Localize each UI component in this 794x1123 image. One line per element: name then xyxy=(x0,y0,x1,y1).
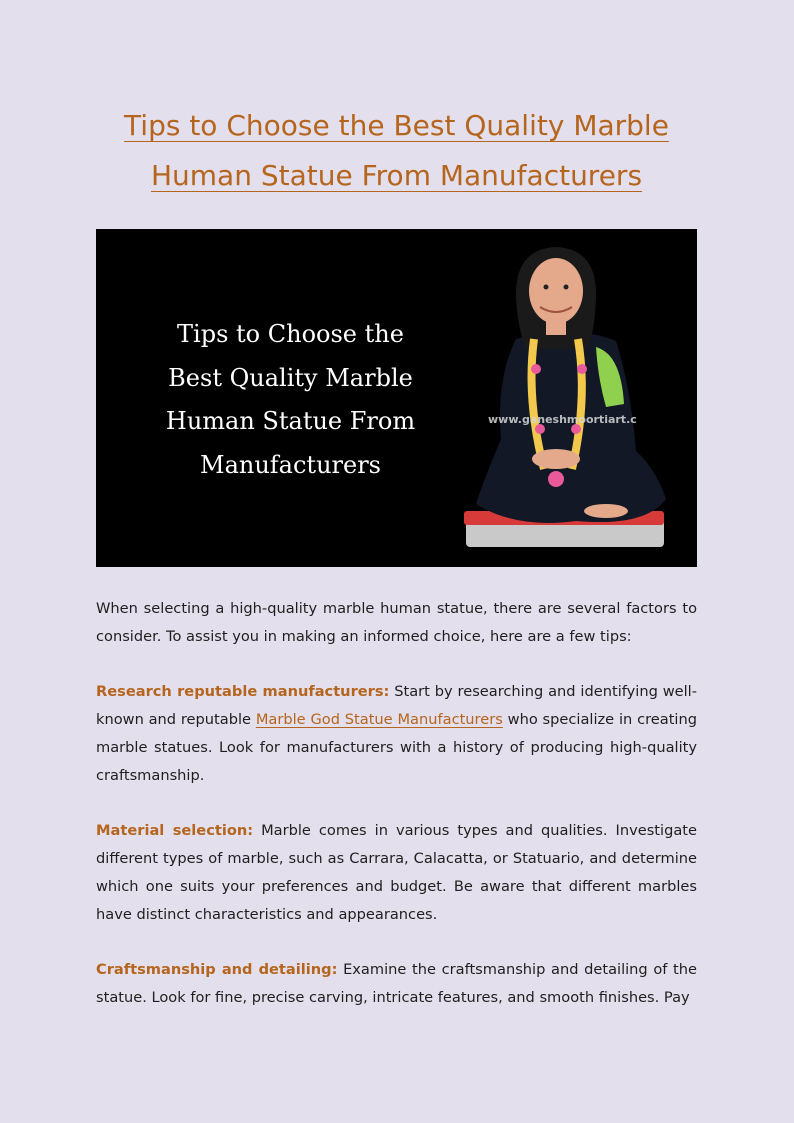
tip-text: Examine the craftsmanship and detailing of the statue. Look for fine, precise carving, intricate features, and smooth finishes. Pay xyxy=(96,961,697,1007)
hero-caption-line: Manufacturers xyxy=(200,450,381,479)
tip-heading: Craftsmanship and detailing: xyxy=(96,961,338,979)
statue-illustration xyxy=(456,229,697,567)
tip-text: who specialize in creating marble statues. Look for manufacturers with a history of producing high-quality craftsmanship. xyxy=(96,711,697,784)
tip-heading: Research reputable manufacturers: xyxy=(96,683,390,701)
tip-paragraph xyxy=(96,678,697,789)
tip-heading: Material selection: xyxy=(96,822,254,840)
title-line-1: Tips to Choose the Best Quality Marble xyxy=(124,109,669,142)
tip-text: Start by researching and identifying well-known and reputable xyxy=(96,683,697,729)
intro-paragraph: When selecting a high-quality marble human statue, there are several factors to consider. To assist you in making an informed choice, here are a few tips: xyxy=(96,600,697,645)
hero-image xyxy=(96,229,697,567)
hero-caption-line: Tips to Choose the xyxy=(177,320,404,348)
hero-caption-line: Best Quality Marble xyxy=(168,363,413,392)
tip-paragraph xyxy=(96,956,697,1012)
page-title xyxy=(96,101,697,201)
manufacturers-link[interactable]: Marble God Statue Manufacturers xyxy=(255,711,503,729)
tip-text: Marble comes in various types and qualities. Investigate different types of marble, such as Carrara, Calacatta, or Statuario, and determine which one suits your preferences and budget. Be aware that different marbles have distinct characteristics and appearances. xyxy=(96,822,697,923)
tip-paragraph xyxy=(96,817,697,928)
watermark: www.ganeshmoortiart.c xyxy=(488,413,637,426)
title-line-2: Human Statue From Manufacturers xyxy=(150,159,643,192)
article-body xyxy=(96,595,697,1040)
hero-caption-line: Human Statue From xyxy=(165,407,416,435)
hero-caption xyxy=(132,313,449,487)
